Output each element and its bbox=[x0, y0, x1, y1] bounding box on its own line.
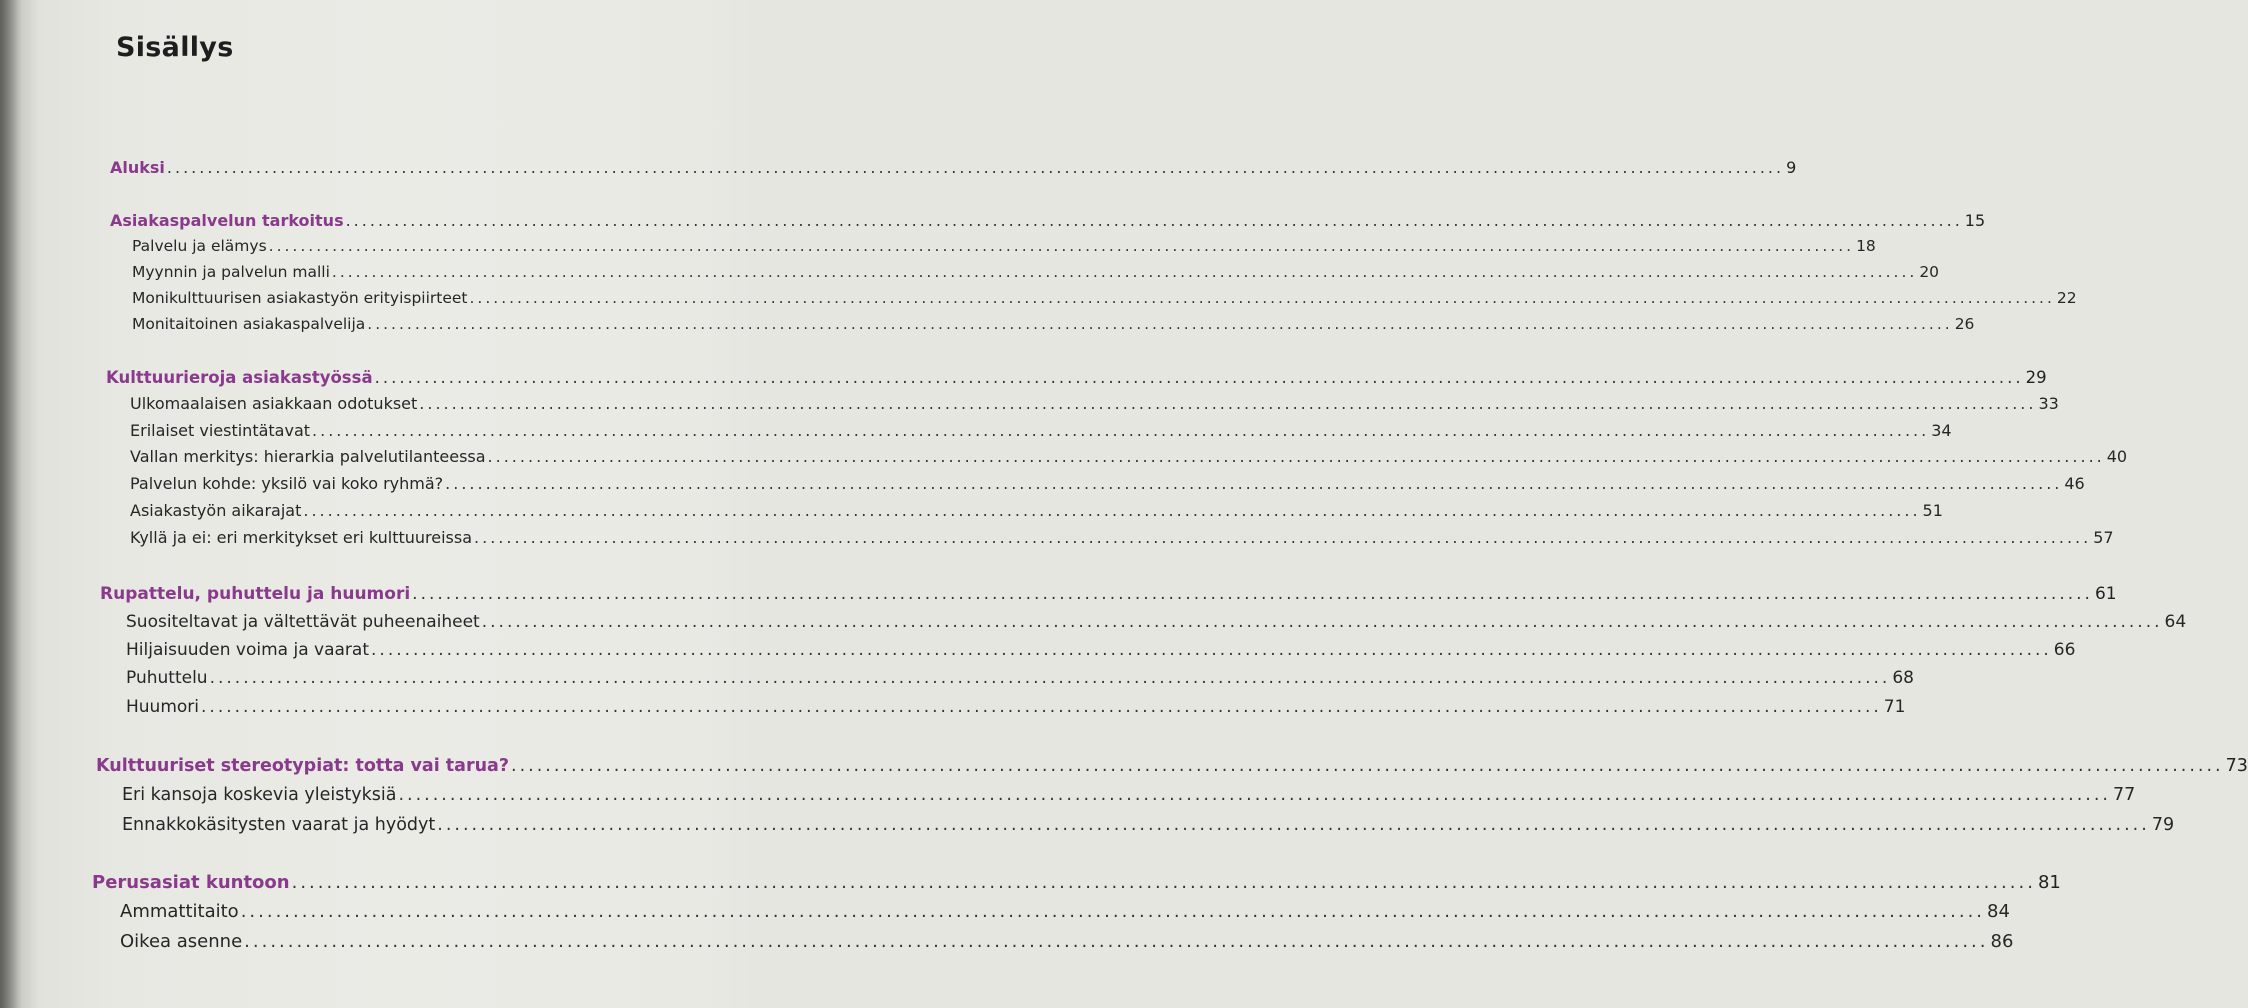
toc-page-number: 9 bbox=[1786, 158, 1797, 177]
dot-leader: ........................................................................................................................................................................................................ bbox=[367, 315, 1953, 333]
toc-subentry bbox=[122, 815, 2175, 835]
toc-page-number: 57 bbox=[2093, 528, 2114, 547]
toc-subentry bbox=[132, 289, 2077, 307]
dot-leader: ........................................................................................................................................................................................................ bbox=[371, 640, 2052, 660]
dot-leader: ........................................................................................................................................................................................................ bbox=[240, 901, 1986, 922]
dot-leader: ........................................................................................................................................................................................................ bbox=[345, 211, 1963, 230]
toc-page-number: 51 bbox=[1922, 501, 1943, 520]
toc-page-number: 64 bbox=[2164, 612, 2187, 632]
toc-subentry bbox=[126, 612, 2187, 632]
dot-leader: ........................................................................................................................................................................................................ bbox=[209, 668, 1891, 688]
dot-leader: ........................................................................................................................................................................................................ bbox=[412, 584, 2093, 604]
toc-subentry bbox=[126, 697, 1906, 717]
toc-entry-title: Suositeltavat ja vältettävät puheenaiheet bbox=[126, 612, 480, 632]
dot-leader: ........................................................................................................................................................................................................ bbox=[268, 237, 1855, 255]
toc-page-number: 61 bbox=[2094, 584, 2117, 604]
toc-section-entry bbox=[100, 584, 2117, 604]
toc-entry-title: Ulkomaalaisen asiakkaan odotukset bbox=[130, 394, 418, 413]
toc-subentry bbox=[126, 668, 1914, 688]
toc-subentry bbox=[132, 237, 1876, 255]
dot-leader: ........................................................................................................................................................................................................ bbox=[331, 263, 1918, 281]
dot-leader: ........................................................................................................................................................................................................ bbox=[201, 697, 1882, 717]
toc-page-number: 33 bbox=[2038, 394, 2059, 413]
toc-page-number: 84 bbox=[1987, 901, 2010, 922]
toc-section-entry bbox=[96, 756, 2248, 776]
toc-subentry bbox=[120, 901, 2010, 922]
toc-subentry bbox=[130, 421, 1952, 440]
dot-leader: ........................................................................................................................................................................................................ bbox=[374, 368, 2024, 387]
toc-subentry bbox=[130, 474, 2085, 493]
toc-entry-title: Perusasiat kuntoon bbox=[92, 872, 290, 893]
toc-page-number: 40 bbox=[2106, 447, 2128, 466]
toc-page-number: 15 bbox=[1964, 211, 1986, 230]
toc-entry-title: Myynnin ja palvelun malli bbox=[132, 263, 330, 281]
toc-entry-title: Palvelu ja elämys bbox=[132, 237, 267, 255]
toc-entry-title: Puhuttelu bbox=[126, 668, 208, 688]
toc-subentry bbox=[130, 394, 2059, 413]
toc-entry-title: Monitaitoinen asiakaspalvelija bbox=[132, 315, 366, 333]
toc-page-number: 34 bbox=[1931, 421, 1952, 440]
toc-entry-title: Palvelun kohde: yksilö vai koko ryhmä? bbox=[130, 474, 444, 493]
toc-page-number: 68 bbox=[1892, 668, 1914, 688]
toc-page-number: 71 bbox=[1883, 697, 1906, 717]
dot-leader: ........................................................................................................................................................................................................ bbox=[244, 931, 1989, 952]
toc-subentry bbox=[120, 931, 2014, 952]
toc-subentry bbox=[132, 263, 1940, 281]
toc-entry-title: Kyllä ja ei: eri merkitykset eri kulttuureissa bbox=[130, 528, 473, 547]
toc-entry-title: Kulttuurieroja asiakastyössä bbox=[106, 368, 373, 387]
dot-leader: ........................................................................................................................................................................................................ bbox=[469, 289, 2055, 307]
toc-page-number: 77 bbox=[2113, 785, 2136, 805]
toc-subentry bbox=[130, 501, 1943, 520]
dot-leader: ........................................................................................................................................................................................................ bbox=[511, 756, 2224, 776]
toc-page-number: 79 bbox=[2151, 815, 2175, 835]
toc-page-number: 20 bbox=[1919, 263, 1940, 281]
toc-entry-title: Huumori bbox=[126, 697, 200, 717]
toc-subentry bbox=[126, 640, 2076, 660]
toc-page-number: 18 bbox=[1856, 237, 1876, 255]
dot-leader: ........................................................................................................................................................................................................ bbox=[398, 785, 2111, 805]
dot-leader: ........................................................................................................................................................................................................ bbox=[474, 528, 2092, 547]
toc-entry-title: Aluksi bbox=[110, 158, 165, 177]
dot-leader: ........................................................................................................................................................................................................ bbox=[303, 501, 1921, 520]
toc-entry-title: Asiakaspalvelun tarkoitus bbox=[110, 211, 344, 230]
dot-leader: ........................................................................................................................................................................................................ bbox=[291, 872, 2036, 893]
toc-page-number: 46 bbox=[2064, 474, 2085, 493]
toc-subentry bbox=[130, 528, 2114, 547]
toc-section-entry bbox=[110, 158, 1797, 177]
toc-entry-title: Eri kansoja koskevia yleistyksiä bbox=[122, 785, 397, 805]
toc-subentry bbox=[130, 447, 2128, 466]
toc-entry-title: Oikea asenne bbox=[120, 931, 243, 952]
dot-leader: ........................................................................................................................................................................................................ bbox=[437, 815, 2150, 835]
dot-leader: ........................................................................................................................................................................................................ bbox=[445, 474, 2063, 493]
toc-entry-title: Asiakastyön aikarajat bbox=[130, 501, 302, 520]
toc-section-entry bbox=[110, 211, 1986, 230]
toc-entry-title: Ammattitaito bbox=[120, 901, 239, 922]
page-title: Sisällys bbox=[116, 32, 234, 63]
toc-section-entry bbox=[106, 368, 2047, 387]
dot-leader: ........................................................................................................................................................................................................ bbox=[487, 447, 2105, 466]
toc-page-number: 29 bbox=[2025, 368, 2047, 387]
dot-leader: ........................................................................................................................................................................................................ bbox=[481, 612, 2163, 632]
toc-page-number: 22 bbox=[2056, 289, 2077, 307]
toc-entry-title: Ennakkokäsitysten vaarat ja hyödyt bbox=[122, 815, 436, 835]
toc-page-number: 86 bbox=[1990, 931, 2014, 952]
toc-page-number: 66 bbox=[2053, 640, 2076, 660]
toc-entry-title: Kulttuuriset stereotypiat: totta vai tarua? bbox=[96, 756, 510, 776]
toc-page-number: 73 bbox=[2225, 756, 2248, 776]
toc-entry-title: Monikulttuurisen asiakastyön erityispiirteet bbox=[132, 289, 468, 307]
toc-subentry bbox=[132, 315, 1975, 333]
toc-entry-title: Rupattelu, puhuttelu ja huumori bbox=[100, 584, 411, 604]
toc-subentry bbox=[122, 785, 2136, 805]
toc-entry-title: Vallan merkitys: hierarkia palvelutilanteessa bbox=[130, 447, 486, 466]
dot-leader: ........................................................................................................................................................................................................ bbox=[419, 394, 2037, 413]
toc-entry-title: Hiljaisuuden voima ja vaarat bbox=[126, 640, 370, 660]
dot-leader: ........................................................................................................................................................................................................ bbox=[312, 421, 1930, 440]
toc-page-number: 81 bbox=[2037, 872, 2061, 893]
dot-leader: ........................................................................................................................................................................................................ bbox=[166, 158, 1785, 177]
toc-page-number: 26 bbox=[1954, 315, 1975, 333]
toc-section-entry bbox=[92, 872, 2061, 893]
toc-entry-title: Erilaiset viestintätavat bbox=[130, 421, 311, 440]
